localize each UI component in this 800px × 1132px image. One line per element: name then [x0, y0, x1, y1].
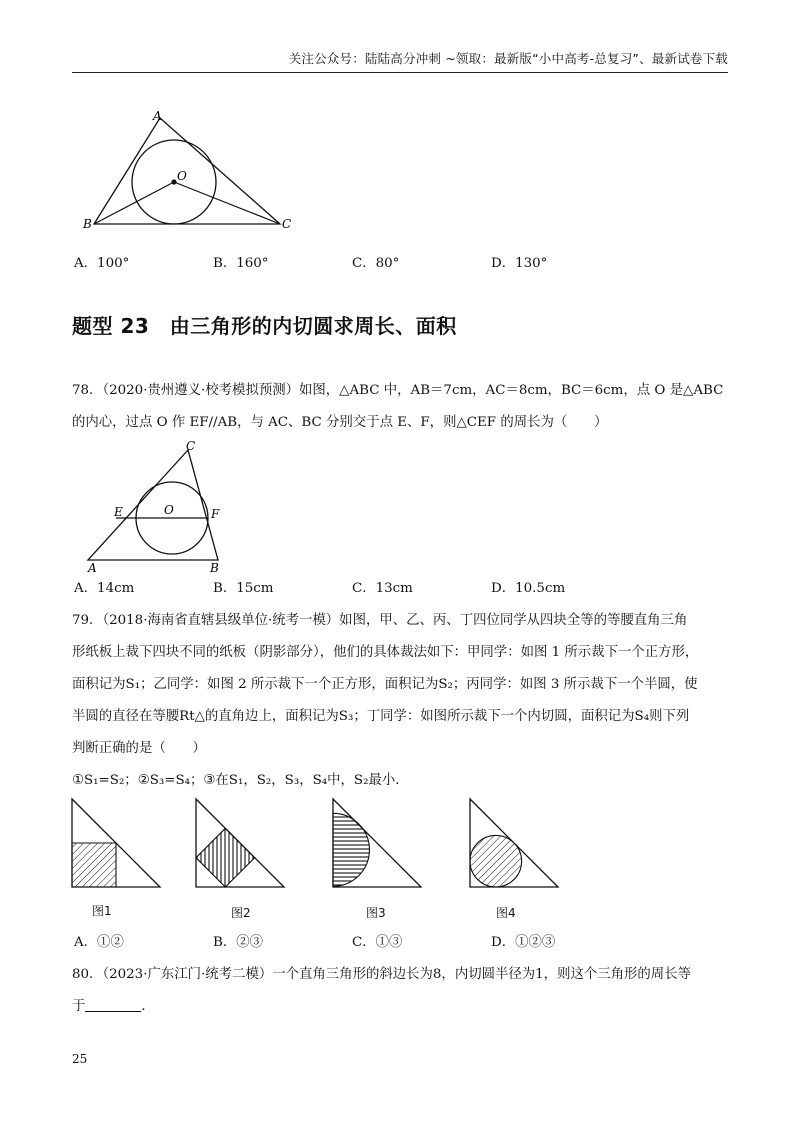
q78-line-1: 78．（2020·贵州遵义·校考模拟预测）如图，△ABC 中，AB＝7cm，AC＝8cm，BC＝6cm，点 O 是△ABC: [72, 383, 724, 398]
label-c: C: [186, 439, 196, 453]
option-b: B．160°: [213, 256, 269, 271]
q79-option-c: C．①③: [352, 935, 403, 950]
label-o: O: [177, 169, 187, 183]
q79-line-2: 形纸板上裁下四块不同的纸板（阴影部分），他们的具体裁法如下：甲同学：如图 1 所示裁下一个正方形，: [72, 645, 699, 660]
q78-option-c: C．13cm: [352, 581, 413, 596]
q78-option-b: B．15cm: [213, 581, 274, 596]
q80-prefix: 于: [72, 999, 86, 1014]
fig2-shaded-square: [196, 828, 255, 887]
fig1-shaded-square: [72, 843, 116, 887]
q78-option-d: D．10.5cm: [491, 581, 566, 596]
section-title: 题型 23 由三角形的内切圆求周长、面积: [72, 314, 457, 338]
q79-option-a: A．①②: [74, 935, 124, 950]
option-c: C．80°: [352, 256, 400, 271]
q79-line-1: 79．（2018·海南省直辖县级单位·统考一模）如图，甲、乙、丙、丁四位同学从四块全等的等腰直角三角: [72, 613, 688, 628]
answer-blank[interactable]: [85, 997, 141, 1012]
q80-line-2: [72, 990, 732, 1023]
label-a: A: [88, 561, 97, 575]
fig3-shaded-semicircle: [333, 813, 369, 886]
q79-line-3: 面积记为S₁；乙同学：如图 2 所示裁下一个正方形，面积记为S₂；丙同学：如图 3 所示裁下一个半圆，使: [72, 677, 698, 692]
label-a: A: [153, 109, 162, 123]
label-b: B: [210, 561, 219, 575]
label-e: E: [114, 505, 123, 519]
option-d: D．130°: [491, 256, 548, 271]
q79-line-5: 判断正确的是（ ）: [72, 741, 206, 756]
q80-suffix: ．: [141, 999, 155, 1014]
figure-4: [470, 799, 558, 887]
q79-line-6: ①S₁=S₂；②S₃=S₄；③在S₁，S₂，S₃，S₄中，S₂最小．: [72, 773, 409, 788]
header-text: 关注公众号：陆陆高分冲刺 ~领取：最新版“小中高考-总复习”、最新试卷下载: [288, 51, 728, 66]
page-number: 25: [72, 1052, 88, 1066]
figure-1: [72, 799, 160, 887]
caption-fig2: 图2: [231, 906, 251, 920]
q79-option-b: B．②③: [213, 935, 264, 950]
label-c: C: [282, 217, 292, 231]
label-b: B: [83, 217, 92, 231]
q78-line-2: 的内心，过点 O 作 EF//AB，与 AC、BC 分别交于点 E、F，则△CEF 的周长为（ ）: [72, 415, 608, 430]
label-o: O: [164, 503, 174, 517]
fig2-triangle: [196, 799, 284, 887]
q80-line-1: 80．（2023·广东江门·统考二模）一个直角三角形的斜边长为8，内切圆半径为1，则这个三角形的周长等: [72, 967, 691, 982]
label-f: F: [211, 507, 220, 521]
caption-fig1: 图1: [92, 904, 112, 918]
q79-option-d: D．①②③: [491, 935, 556, 950]
q78-option-a: A．14cm: [74, 581, 135, 596]
caption-fig4: 图4: [496, 906, 516, 920]
option-a: A．100°: [74, 256, 130, 271]
caption-fig3: 图3: [366, 906, 386, 920]
figure-2: [196, 799, 284, 887]
figure-3: [333, 799, 421, 887]
q79-line-4: 半圆的直径在等腰Rt△的直角边上，面积记为S₃；丁同学：如图所示裁下一个内切圆，面积记为S₄则下列: [72, 709, 690, 724]
